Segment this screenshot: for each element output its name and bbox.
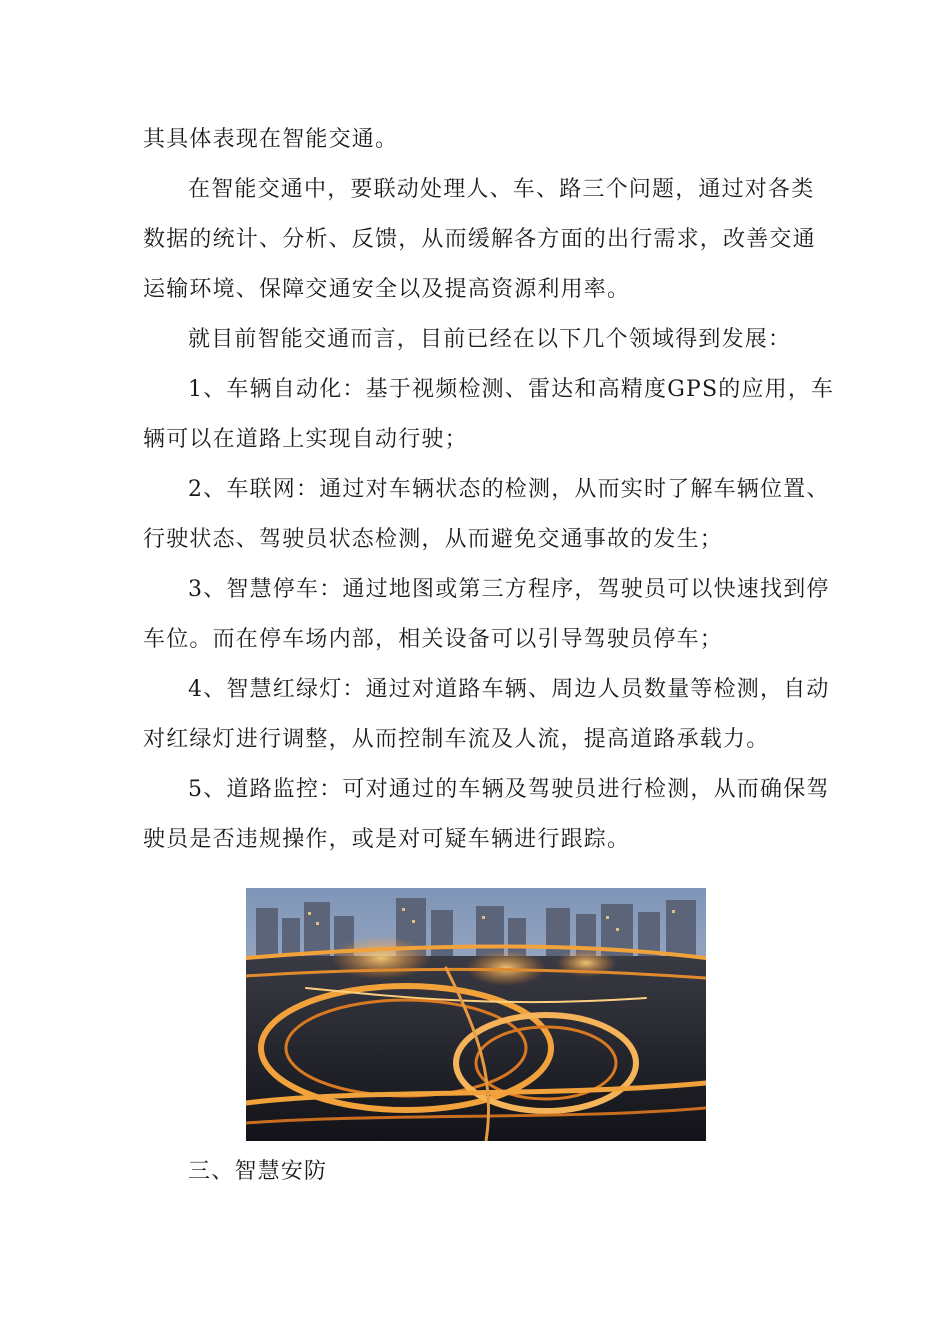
paragraph-line: 数据的统计、分析、反馈，从而缓解各方面的出行需求，改善交通	[143, 227, 816, 252]
paragraph-line: 就目前智能交通而言，目前已经在以下几个领域得到发展：	[188, 327, 792, 352]
list-item-line: 1、车辆自动化：基于视频检测、雷达和高精度GPS的应用，车	[188, 377, 835, 402]
section-heading: 三、智慧安防	[188, 1159, 328, 1184]
list-item-line: 车位。而在停车场内部，相关设备可以引导驾驶员停车；	[143, 627, 724, 652]
list-item-line: 2、车联网：通过对车辆状态的检测，从而实时了解车辆位置、	[188, 477, 830, 502]
list-item-line: 辆可以在道路上实现自动行驶；	[143, 427, 468, 452]
list-item-line: 驶员是否违规操作，或是对可疑车辆进行跟踪。	[143, 827, 631, 852]
paragraph-line: 在智能交通中，要联动处理人、车、路三个问题，通过对各类	[188, 177, 815, 202]
list-item-line: 对红绿灯进行调整，从而控制车流及人流，提高道路承载力。	[143, 727, 770, 752]
list-item-line: 4、智慧红绿灯：通过对道路车辆、周边人员数量等检测，自动	[188, 677, 830, 702]
highway-interchange-photo	[246, 888, 706, 1141]
paragraph-line: 运输环境、保障交通安全以及提高资源利用率。	[143, 277, 631, 302]
list-item-line: 行驶状态、驾驶员状态检测，从而避免交通事故的发生；	[143, 527, 724, 552]
list-item-line: 3、智慧停车：通过地图或第三方程序，驾驶员可以快速找到停	[188, 577, 830, 602]
list-item-line: 5、道路监控：可对通过的车辆及驾驶员进行检测，从而确保驾	[188, 777, 830, 802]
paragraph-line: 其具体表现在智能交通。	[143, 127, 399, 152]
